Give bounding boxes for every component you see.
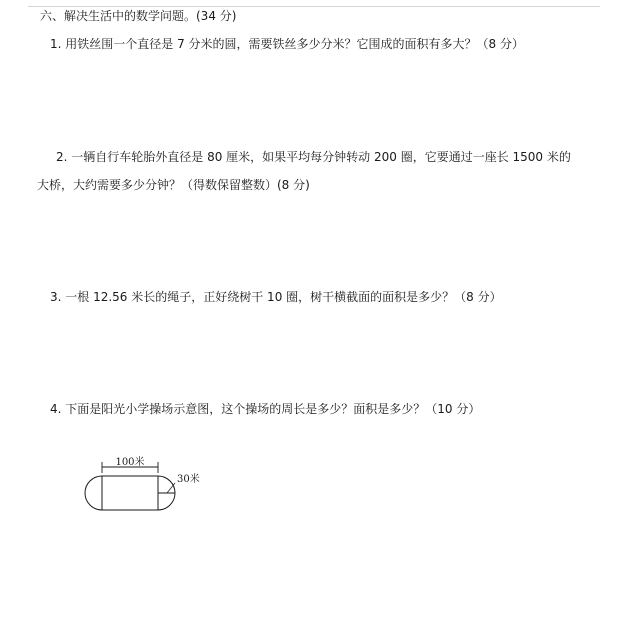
length-label: 100米 <box>115 457 145 468</box>
question-2-text-line2: 大桥，大约需要多少分钟？（得数保留整数）(8 分) <box>37 178 310 192</box>
question-3-text: 3. 一根 12.56 米长的绳子，正好绕树干 10 圈，树干横截面的面积是多少？（8 分） <box>50 290 502 304</box>
playground-diagram <box>80 455 210 515</box>
question-2-text-line1: 2. 一辆自行车轮胎外直径是 80 厘米，如果平均每分钟转动 200 圈，它要通过一座长 1500 米的 <box>56 150 571 164</box>
section-title: 六、解决生活中的数学问题。(34 分) <box>40 9 237 23</box>
question-4-text: 4. 下面是阳光小学操场示意图，这个操场的周长是多少？面积是多少？（10 分） <box>50 402 481 416</box>
top-divider-line <box>28 6 600 7</box>
question-1-text: 1. 用铁丝围一个直径是 7 分米的圆，需要铁丝多少分米？它围成的面积有多大？（8 分） <box>50 37 524 51</box>
radius-label: 30米 <box>177 474 200 485</box>
